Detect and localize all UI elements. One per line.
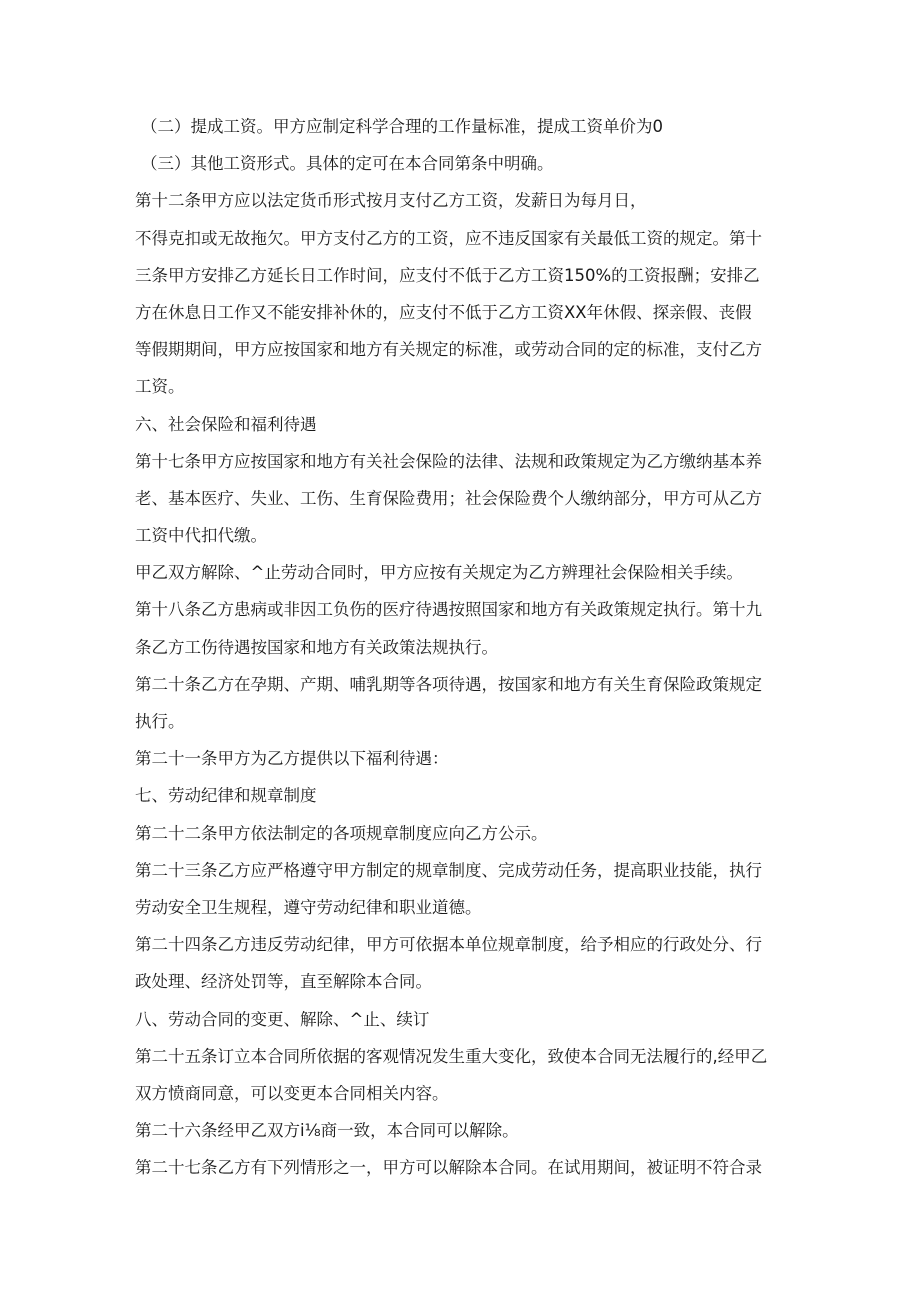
article-20-line-1: 第二十条乙方在孕期、产期、哺乳期等各项待遇，按国家和地方有关生育保险政策规定	[135, 674, 762, 694]
article-20-line-2: 执行。	[135, 712, 185, 731]
article-13-line-4: 工资。	[135, 377, 185, 397]
article-17-line-1: 第十七条甲方应按国家和地方有关社会保险的法律、法规和政策规定为乙方缴纳基本养	[135, 451, 762, 471]
clause-commission-wage: （二）提成工资。甲方应制定科学合理的工作量标准，提成工资单价为0	[141, 117, 663, 136]
article-18-line-1: 第十八条乙方患病或非因工负伤的医疗待遇按照国家和地方有关政策规定执行。第十九	[135, 600, 762, 620]
article-22-line: 第二十二条甲方依法制定的各项规章制度应向乙方公示。	[135, 823, 548, 843]
article-13-line-2: 方在休息日工作又不能安排补休的，应支付不低于乙方工资XX年休假、探亲假、丧假	[135, 302, 752, 322]
article-17-line-2: 老、基本医疗、失业、工伤、生育保险费用；社会保险费个人缴纳部分，甲方可从乙方	[135, 488, 762, 508]
clause-other-wage-forms: （三）其他工资形式。具体的定可在本合同第条中明确。	[141, 154, 554, 174]
article-17-line-3: 工资中代扣代缴。	[135, 526, 267, 546]
termination-insurance-procedures: 甲乙双方解除、^止劳动合同时，甲方应按有关规定为乙方辨理社会保险相关手续。	[135, 563, 743, 583]
article-12-line-2: 不得克扣或无故拖欠。甲方支付乙方的工资，应不违反国家有关最低工资的规定。第十	[135, 228, 762, 248]
section-heading-contract-changes: 八、劳动合同的变更、解除、^止、续订	[135, 1009, 430, 1029]
document-body	[135, 108, 795, 1186]
article-13-line-3: 等假期期间，甲方应按国家和地方有关规定的标准，或劳动合同的定的标准，支付乙方	[135, 340, 762, 360]
article-21-line: 第二十一条甲方为乙方提供以下福利待遇：	[135, 749, 449, 769]
section-heading-social-insurance: 六、社会保险和福利待遇	[135, 414, 317, 434]
article-24-line-2: 政处理、经济处罚等，直至解除本合同。	[135, 972, 432, 992]
article-23-line-1: 第二十三条乙方应严格遵守甲方制定的规章制度、完成劳动任务，提高职业技能，执行	[135, 860, 762, 880]
section-heading-labor-discipline: 七、劳动纪律和规章制度	[135, 786, 317, 806]
article-12-line-1: 第十二条甲方应以法定货币形式按月支付乙方工资，发薪日为每月日，	[135, 191, 647, 211]
article-19-line: 条乙方工伤待遇按国家和地方有关政策法规执行。	[135, 637, 498, 657]
article-23-line-2: 劳动安全卫生规程，遵守劳动纪律和职业道德。	[135, 897, 482, 917]
article-24-line-1: 第二十四条乙方违反劳动纪律，甲方可依据本单位规章制度，给予相应的行政处分、行	[135, 935, 762, 955]
article-27-line-1: 第二十七条乙方有下列情形之一，甲方可以解除本合同。在试用期间，被证明不符合录	[135, 1158, 762, 1178]
article-25-line-2: 双方愤商同意，可以变更本合同相关内容。	[135, 1083, 449, 1103]
article-13-line-1: 三条甲方安排乙方延长日工作时间，应支付不低于乙方工资150%的工资报酬；安排乙	[135, 265, 760, 285]
article-25-line-1: 第二十五条订立本合同所依据的客观情况发生重大变化，致使本合同无法履行的,经甲乙	[135, 1046, 768, 1066]
article-26-line: 第二十六条经甲乙双方i⅛商一致，本合同可以解除。	[135, 1121, 519, 1141]
